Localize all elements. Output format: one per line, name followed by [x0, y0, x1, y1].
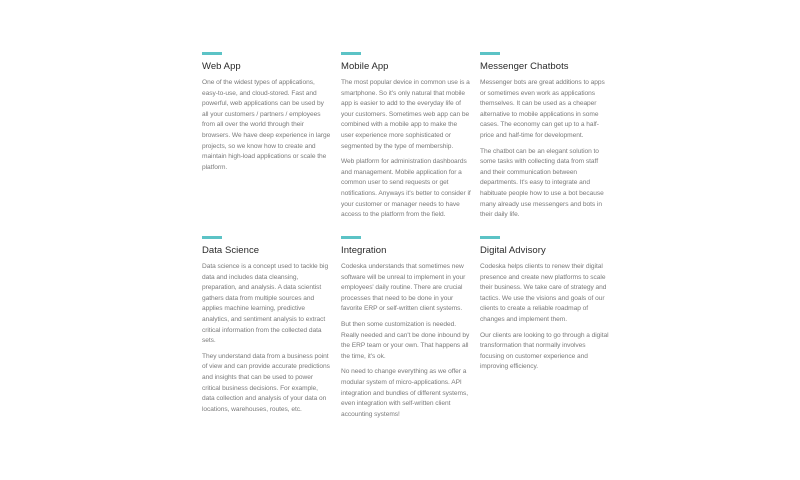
- service-card-web-app: [202, 52, 332, 178]
- card-text: Data science is a concept used to tackle big data and includes data cleansing, preparation, and analysis. A data scientist gathers data from multiple sources and applies machine learning, predictive analytics, and sentiment analysis to extract critical information from the collected data sets.: [202, 263, 329, 345]
- accent-bar: [480, 52, 500, 55]
- service-card-integration: [341, 236, 471, 425]
- card-text: Codeska helps clients to renew their digital presence and create new platforms to scale their business. We take care of strategy and tactics. We use the visions and goals of our clients to create a reliable roadmap of changes and implement them.: [480, 263, 607, 323]
- service-card-messenger-chatbots: [480, 52, 610, 226]
- accent-bar: [202, 236, 222, 239]
- card-title: Mobile App: [341, 61, 389, 72]
- accent-bar: [341, 52, 361, 55]
- service-card-data-science: [202, 236, 332, 420]
- card-text: The chatbot can be an elegant solution to some tasks with collecting data from staff and their communication between departments. It's easy to integrate and habituate people how to use a bot because many already use messengers and bots in their daily life.: [480, 147, 604, 219]
- service-card-digital-advisory: [480, 236, 610, 378]
- card-text: No need to change everything as we offer a modular system of micro-applications. API integration and bundles of different systems, even integration with self-written client accounting systems!: [341, 368, 469, 418]
- accent-bar: [480, 236, 500, 239]
- card-title: Integration: [341, 245, 387, 256]
- card-text: One of the widest types of applications, easy-to-use, and cloud-stored. Fast and powerful, web applications can be used by all your customers / partners / employees from all over the world through their browsers. We have deep experience in large projects, so we know how to create and maintain high-load applications or scale the platform.: [202, 79, 331, 171]
- card-title: Digital Advisory: [480, 245, 546, 256]
- card-title: Data Science: [202, 245, 260, 256]
- card-text: Messenger bots are great additions to apps or sometimes even work as applications themselves. It can be used as a cheaper alternative to mobile applications in some cases. The economy can get up to a half-price and half-time for development.: [480, 79, 605, 139]
- card-text: The most popular device in common use is a smartphone. So it's only natural that mobile app is easier to add to the everyday life of your customers. Sometimes web app can be combined with a mobile app to make the user experience more sophisticated or segmented by the type of membership.: [341, 79, 470, 150]
- card-text: Web platform for administration dashboards and management. Mobile application for a common user to send requests or get notifications. Anyways it's better to consider if your customer or manager needs to have access to the platform from the field.: [341, 158, 471, 219]
- card-text: They understand data from a business point of view and can provide accurate predictions and insights that can be used to power critical business decisions. For example, data collection and analysis of your data on locations, warehouses, routes, etc.: [202, 352, 330, 413]
- accent-bar: [341, 236, 361, 239]
- card-text: But then some customization is needed. Really needed and can't be done inbound by the ERP team or your own. That happens all the time, it's ok.: [341, 320, 470, 360]
- card-title: Web App: [202, 61, 241, 72]
- service-card-mobile-app: [341, 52, 471, 226]
- accent-bar: [202, 52, 222, 55]
- card-title: Messenger Chatbots: [480, 61, 569, 72]
- card-text: Our clients are looking to go through a digital transformation that normally involves focusing on customer experience and improving efficiency.: [480, 331, 609, 371]
- card-text: Codeska understands that sometimes new software will be unreal to implement in your employees' daily routine. There are crucial processes that need to be done in your favorite ERP or self-written client systems.: [341, 263, 466, 313]
